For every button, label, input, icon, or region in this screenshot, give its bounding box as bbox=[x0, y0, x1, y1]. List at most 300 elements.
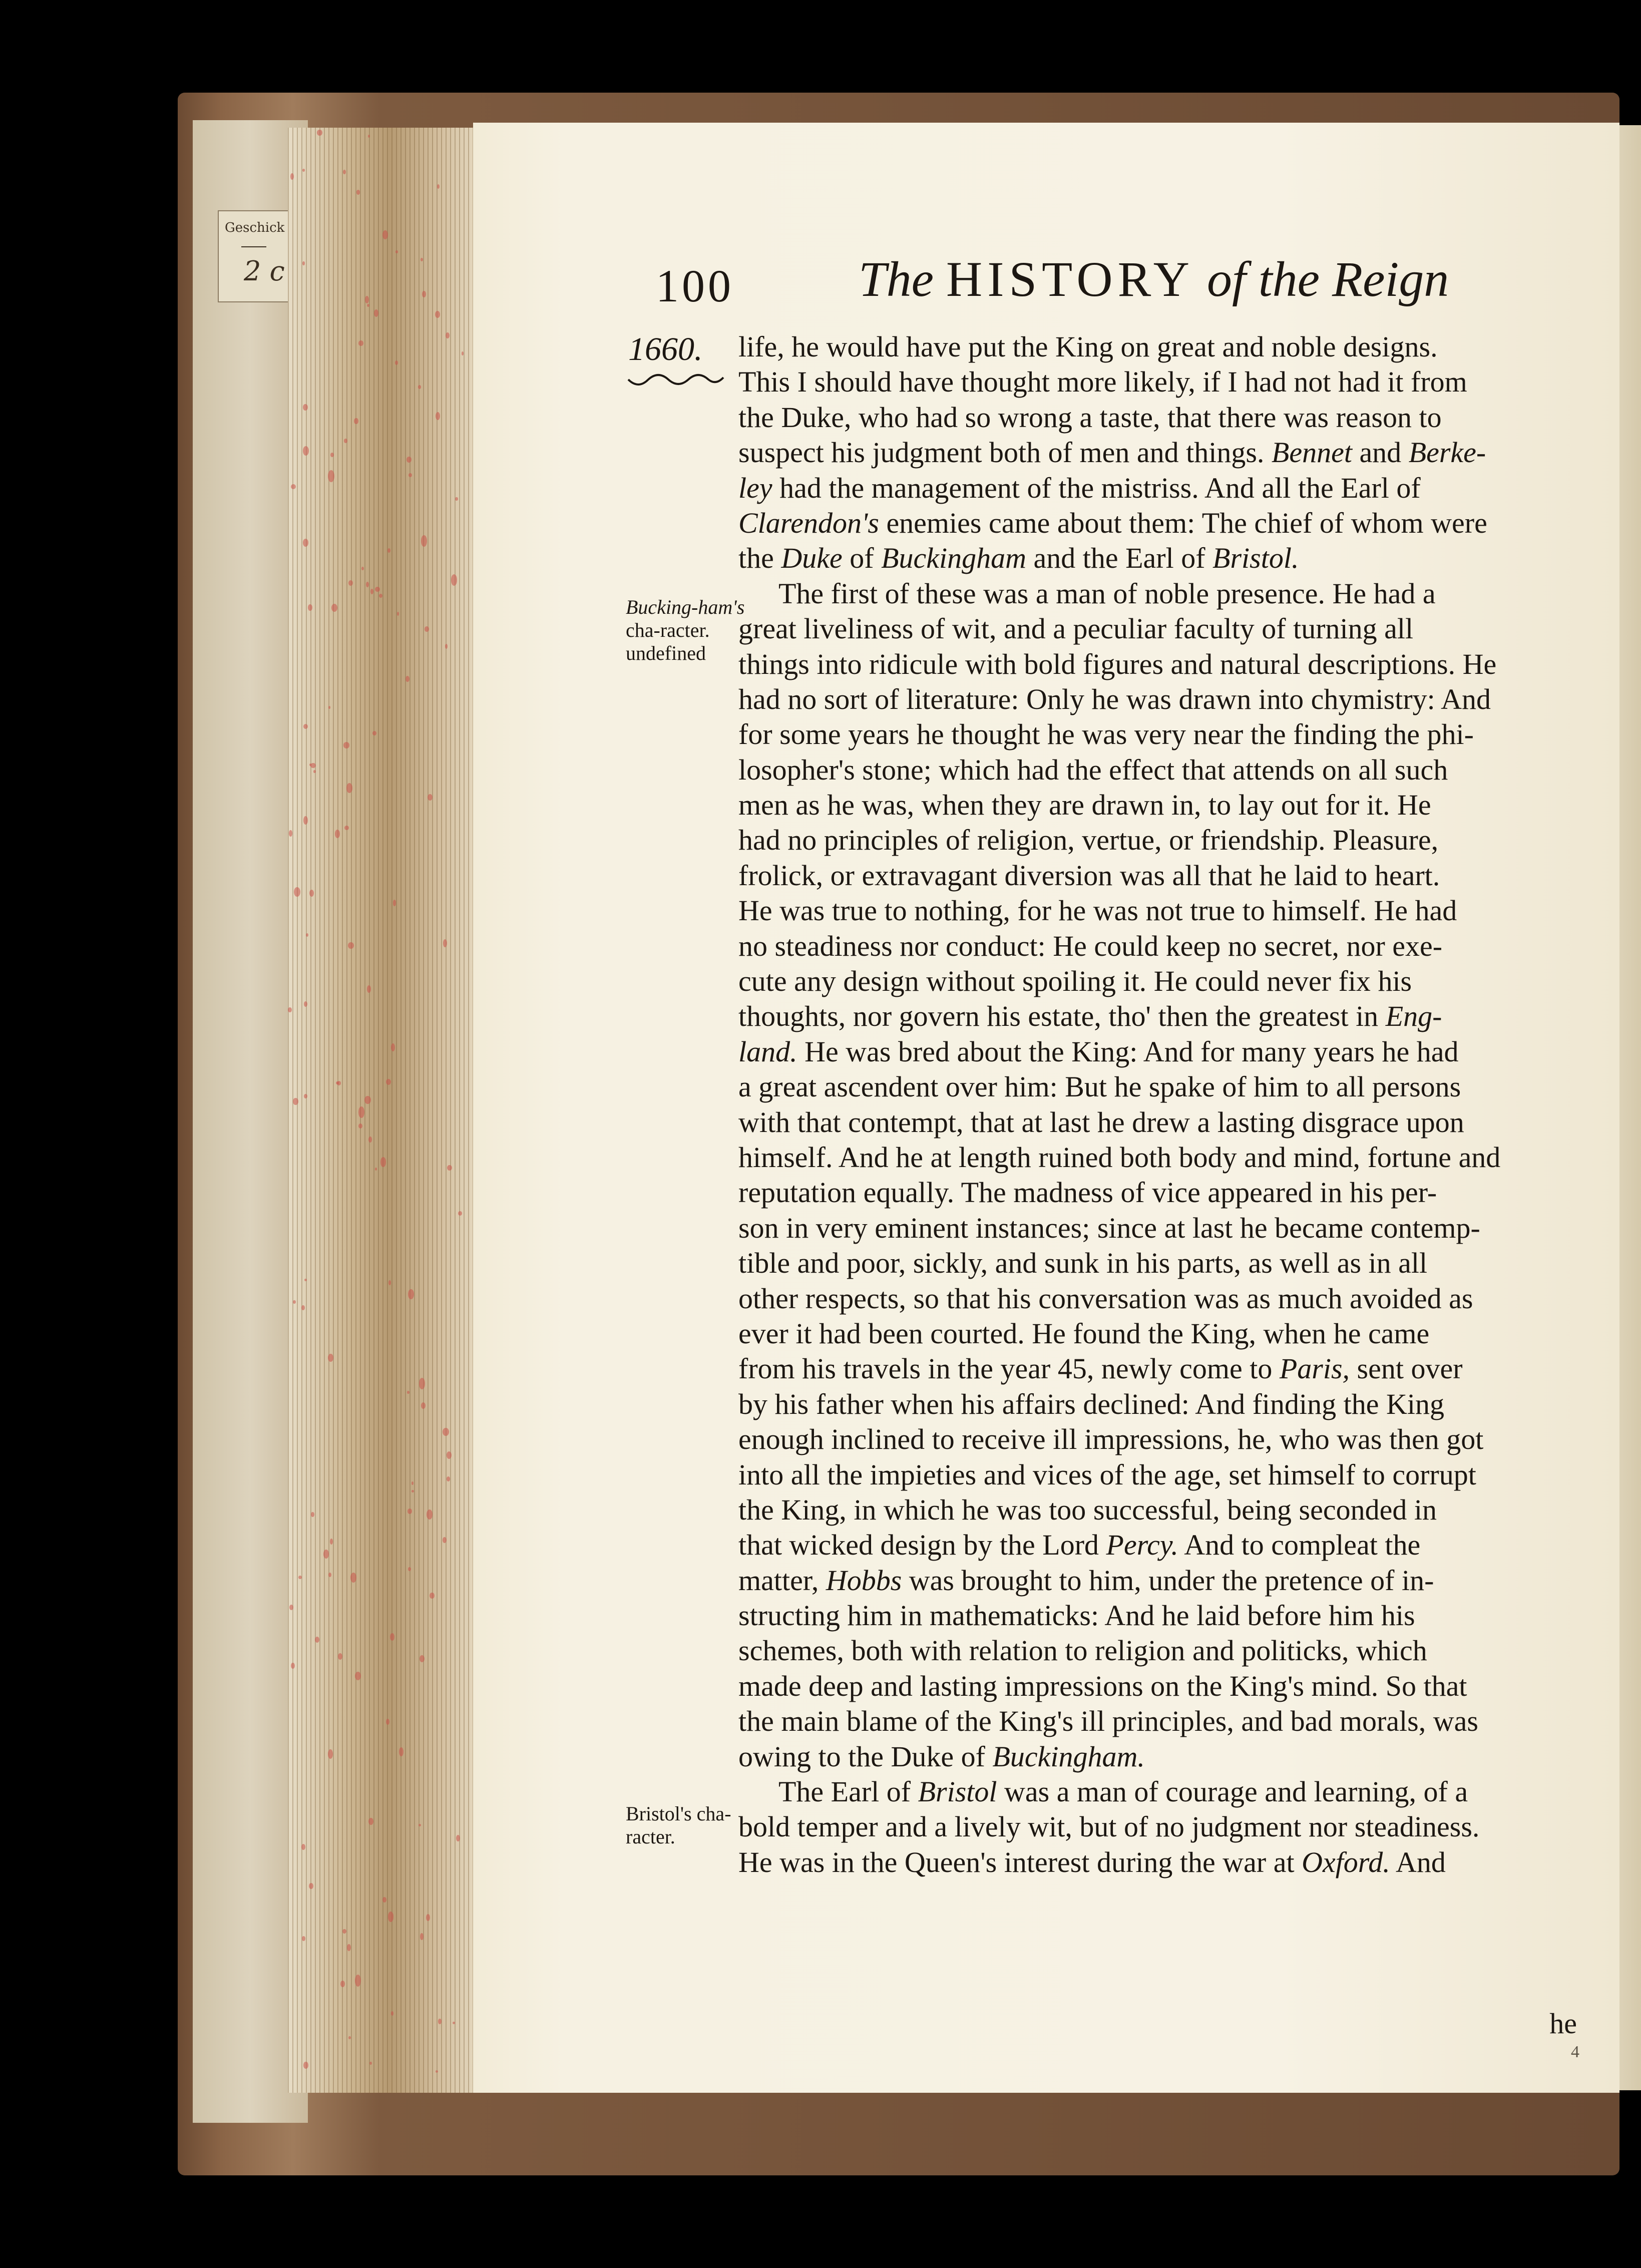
text-word: the bbox=[738, 1705, 774, 1738]
text-word: vices bbox=[1032, 1458, 1093, 1491]
text-word: years bbox=[848, 718, 910, 751]
text-word: to bbox=[1241, 1529, 1264, 1562]
signature-mark: 4 bbox=[1571, 2043, 1579, 2061]
text-word: bred bbox=[898, 1035, 950, 1068]
text-word: man bbox=[1076, 1775, 1127, 1808]
text-word: last bbox=[1049, 1105, 1090, 1139]
text-word: these bbox=[916, 577, 976, 610]
text-word: he bbox=[1091, 682, 1119, 715]
text-word: King, bbox=[1190, 1317, 1257, 1350]
text-word: nor bbox=[900, 929, 939, 962]
text-word: of bbox=[1262, 612, 1286, 645]
running-head-word: HISTORY bbox=[946, 251, 1195, 307]
text-word: bad bbox=[1290, 1705, 1333, 1738]
text-word: lay bbox=[1238, 789, 1274, 822]
text-word: into bbox=[738, 1458, 784, 1491]
edge-speckle bbox=[355, 1975, 361, 1986]
edge-speckle bbox=[386, 1079, 391, 1085]
edge-speckle bbox=[387, 548, 390, 553]
text-word: being bbox=[1227, 1493, 1292, 1526]
text-word: Bristol. bbox=[1212, 542, 1299, 575]
edge-speckle bbox=[375, 1168, 377, 1171]
text-word: turning bbox=[1293, 612, 1377, 645]
text-word: tho' bbox=[1108, 1000, 1151, 1033]
text-word: well bbox=[1280, 1247, 1330, 1280]
text-word: faculty bbox=[1173, 612, 1255, 645]
edge-speckle bbox=[289, 830, 292, 837]
text-word: of bbox=[1113, 577, 1137, 610]
text-word: of bbox=[961, 1740, 985, 1773]
text-word: enough bbox=[738, 1423, 824, 1456]
edge-speckle bbox=[328, 1573, 331, 1577]
text-word: I bbox=[797, 365, 807, 399]
text-word: man bbox=[1056, 577, 1106, 610]
text-word: true bbox=[832, 894, 878, 927]
edge-speckle bbox=[395, 250, 397, 253]
text-word: taste, bbox=[1099, 401, 1160, 434]
text-word: not bbox=[1294, 365, 1331, 399]
text-line bbox=[738, 400, 1579, 435]
text-word: many bbox=[1242, 1035, 1307, 1068]
text-word: the bbox=[738, 542, 774, 575]
edge-speckle bbox=[462, 351, 464, 355]
text-word: of bbox=[1048, 436, 1072, 469]
text-word: parts, bbox=[1177, 1247, 1242, 1280]
text-word: made bbox=[738, 1669, 801, 1702]
edge-speckle bbox=[438, 2019, 441, 2024]
text-line bbox=[738, 1105, 1579, 1140]
text-word: which bbox=[939, 753, 1010, 786]
edge-speckle bbox=[388, 1912, 394, 1922]
text-word: seconded bbox=[1299, 1493, 1407, 1526]
text-word: into bbox=[816, 647, 862, 680]
text-word: was, bbox=[862, 789, 915, 822]
edge-speckle bbox=[395, 360, 398, 365]
edge-speckle bbox=[435, 311, 440, 318]
text-word: vertue, bbox=[1082, 824, 1162, 857]
edge-speckle bbox=[445, 644, 448, 648]
flourish-ornament bbox=[626, 370, 726, 391]
text-line bbox=[738, 1633, 1579, 1668]
text-line bbox=[738, 788, 1579, 823]
edge-speckle bbox=[330, 453, 334, 457]
edge-speckle bbox=[447, 1451, 452, 1459]
text-word: The bbox=[961, 1176, 1006, 1209]
text-word: all bbox=[1358, 753, 1388, 786]
edge-speckle bbox=[390, 1633, 394, 1641]
text-word: govern bbox=[899, 1000, 980, 1033]
text-line bbox=[738, 1528, 1579, 1563]
text-word: nor bbox=[853, 1000, 892, 1033]
text-word: all bbox=[1172, 859, 1201, 892]
text-word: Earl bbox=[1125, 542, 1174, 575]
text-line bbox=[738, 682, 1579, 717]
edge-speckle bbox=[338, 1653, 342, 1660]
text-line bbox=[738, 1845, 1579, 1880]
edge-speckle bbox=[458, 1211, 462, 1216]
text-word: as bbox=[795, 789, 820, 822]
text-word: too bbox=[1049, 1493, 1086, 1526]
text-word: thought bbox=[951, 718, 1040, 751]
text-word: no bbox=[738, 929, 767, 962]
edge-speckle bbox=[302, 1936, 305, 1941]
edge-speckle bbox=[290, 173, 294, 180]
text-word: And bbox=[1204, 471, 1255, 504]
text-word: sunk bbox=[1044, 1247, 1099, 1280]
edge-speckle bbox=[344, 439, 347, 443]
text-word: which bbox=[883, 1493, 955, 1526]
text-word: put bbox=[968, 330, 1006, 363]
text-word: set bbox=[1228, 1458, 1261, 1491]
edge-speckle bbox=[331, 604, 337, 612]
text-word: ill bbox=[1053, 1423, 1077, 1456]
text-word: that bbox=[1208, 859, 1252, 892]
text-word: inclined bbox=[831, 1423, 925, 1456]
text-word: And bbox=[838, 1141, 889, 1174]
edge-speckle bbox=[375, 587, 380, 592]
text-word: at bbox=[1021, 1105, 1043, 1139]
catchword: he bbox=[1549, 2007, 1577, 2040]
text-word: by bbox=[738, 1387, 767, 1420]
text-word: and bbox=[995, 1247, 1037, 1280]
edge-speckle bbox=[330, 1539, 333, 1545]
text-word: finding bbox=[1252, 1387, 1337, 1420]
text-word: for bbox=[738, 718, 772, 751]
text-word: are bbox=[1049, 789, 1084, 822]
edge-speckle bbox=[291, 484, 296, 489]
text-word: And bbox=[1396, 1845, 1446, 1878]
text-word: before bbox=[1247, 1599, 1322, 1632]
edge-speckle bbox=[309, 890, 314, 897]
text-word: land. bbox=[738, 1035, 797, 1068]
text-word: successful, bbox=[1093, 1493, 1220, 1526]
edge-speckle bbox=[408, 1289, 414, 1299]
text-word: on bbox=[1120, 330, 1150, 363]
text-word: He bbox=[738, 894, 772, 927]
text-word: figures bbox=[1082, 647, 1164, 680]
text-word: himself. bbox=[1272, 894, 1367, 927]
text-word: since bbox=[1097, 1211, 1157, 1244]
text-word: equally. bbox=[863, 1176, 955, 1209]
text-word: finding bbox=[1293, 718, 1377, 751]
text-word: over bbox=[1411, 1352, 1463, 1385]
text-word: King, bbox=[781, 1493, 847, 1526]
text-word: very bbox=[1134, 718, 1186, 751]
text-word: over bbox=[945, 1070, 997, 1103]
text-word: all bbox=[1398, 1247, 1428, 1280]
text-word: attends bbox=[1233, 753, 1315, 786]
text-word: corrupt bbox=[1392, 1458, 1476, 1491]
text-word: himself bbox=[1268, 1458, 1356, 1491]
edge-speckle bbox=[382, 1897, 386, 1903]
edge-speckle bbox=[425, 626, 429, 631]
text-word: from bbox=[738, 1352, 795, 1385]
text-word: exe- bbox=[1392, 929, 1443, 962]
text-word: things bbox=[738, 647, 809, 680]
text-word: of bbox=[1370, 1564, 1395, 1597]
text-word: the bbox=[738, 401, 774, 434]
text-word: chief bbox=[1254, 506, 1313, 539]
sidenote-buckingham bbox=[626, 596, 746, 665]
text-word: Duke bbox=[781, 542, 843, 575]
text-word: But bbox=[1065, 1070, 1107, 1103]
text-word: into bbox=[1258, 682, 1304, 715]
edge-speckle bbox=[293, 1300, 296, 1304]
edge-speckle bbox=[358, 340, 363, 345]
edge-speckle bbox=[422, 291, 426, 297]
text-word: all bbox=[1262, 471, 1291, 504]
text-word: extravagant bbox=[862, 859, 997, 892]
text-word: things. bbox=[1186, 436, 1265, 469]
edge-speckle bbox=[366, 582, 369, 587]
text-word: judgment bbox=[872, 436, 982, 469]
text-word: him bbox=[1329, 1599, 1374, 1632]
text-word: but bbox=[1079, 1810, 1117, 1843]
text-word: a bbox=[934, 1810, 948, 1843]
text-word: was bbox=[1119, 859, 1165, 892]
text-word: The bbox=[778, 577, 824, 610]
text-word: religion bbox=[1095, 1634, 1185, 1667]
text-word: about bbox=[1057, 506, 1122, 539]
text-word: had bbox=[1373, 577, 1416, 610]
text-word: The bbox=[1201, 506, 1247, 539]
text-word: I bbox=[1227, 365, 1238, 399]
text-word: ley bbox=[738, 471, 772, 504]
text-word: blame bbox=[846, 1705, 918, 1738]
text-word: had bbox=[1245, 365, 1287, 399]
text-word: the bbox=[1250, 718, 1286, 751]
text-word: he bbox=[1058, 894, 1086, 927]
text-word: of bbox=[1027, 471, 1051, 504]
edge-speckle bbox=[291, 1663, 295, 1669]
text-word: to bbox=[1208, 789, 1232, 822]
text-word: it. bbox=[1366, 789, 1390, 822]
text-word: laid bbox=[1196, 1599, 1241, 1632]
text-word: avoided bbox=[1349, 1282, 1442, 1315]
text-word: to bbox=[1242, 894, 1265, 927]
edge-speckle bbox=[328, 1749, 333, 1759]
text-word: under bbox=[1148, 1564, 1215, 1597]
year-marginal: 1660. bbox=[628, 331, 703, 367]
text-word: had bbox=[1338, 365, 1380, 399]
text-word: the bbox=[958, 1352, 994, 1385]
text-word: ascendent bbox=[824, 1070, 939, 1103]
text-word: became bbox=[1275, 1211, 1364, 1244]
text-word: or bbox=[830, 859, 855, 892]
text-word: and bbox=[1033, 542, 1076, 575]
edge-speckle bbox=[336, 1081, 338, 1084]
edge-speckle bbox=[368, 135, 370, 138]
edge-speckle bbox=[348, 942, 353, 949]
text-word: vice bbox=[1152, 1176, 1200, 1209]
text-word: in bbox=[854, 1493, 877, 1526]
edge-speckle bbox=[367, 985, 371, 993]
text-line bbox=[738, 1387, 1579, 1422]
text-word: the bbox=[1131, 1458, 1167, 1491]
body-text bbox=[738, 329, 1579, 1880]
text-word: would bbox=[826, 330, 899, 363]
text-word: of bbox=[921, 612, 945, 645]
text-word: interest bbox=[1004, 1845, 1090, 1878]
edge-speckle bbox=[348, 2036, 350, 2039]
text-word: was bbox=[1283, 401, 1329, 434]
text-word: the bbox=[1066, 753, 1102, 786]
text-word: was bbox=[1194, 1282, 1240, 1315]
text-word: that bbox=[1167, 401, 1211, 434]
text-word: heart. bbox=[1374, 859, 1440, 892]
text-word: he bbox=[1161, 1599, 1189, 1632]
text-word: He bbox=[1332, 577, 1367, 610]
edge-speckle bbox=[388, 1280, 391, 1285]
text-word: it bbox=[795, 1317, 812, 1350]
text-word: first bbox=[831, 577, 878, 610]
text-word: last bbox=[1192, 1211, 1233, 1244]
text-word: matter, bbox=[738, 1564, 819, 1597]
text-word: his bbox=[1378, 965, 1412, 998]
text-word: him bbox=[847, 1599, 893, 1632]
text-line bbox=[738, 1246, 1579, 1281]
text-word: that bbox=[946, 1282, 990, 1315]
text-word: no bbox=[1227, 929, 1257, 962]
edge-speckle bbox=[303, 2062, 308, 2068]
text-word: whom bbox=[1351, 506, 1424, 539]
edge-speckle bbox=[303, 446, 309, 456]
edge-speckle bbox=[350, 1573, 356, 1583]
text-word: peculiar bbox=[1073, 612, 1167, 645]
text-line bbox=[738, 929, 1579, 964]
text-word: instances; bbox=[975, 1211, 1090, 1244]
text-word: King bbox=[1055, 330, 1114, 363]
text-word: declined: bbox=[1083, 1387, 1189, 1420]
text-word: to bbox=[1362, 1458, 1385, 1491]
text-word: and bbox=[1265, 1775, 1307, 1808]
edge-speckle bbox=[365, 296, 369, 303]
text-word: lively bbox=[954, 1810, 1021, 1843]
text-word: to bbox=[818, 1740, 841, 1773]
edge-speckle bbox=[426, 1914, 430, 1921]
text-word: at bbox=[930, 1141, 952, 1174]
text-word: the bbox=[1384, 718, 1420, 751]
text-word: and bbox=[1458, 1141, 1501, 1174]
text-word: nor bbox=[1346, 929, 1385, 962]
text-word: He bbox=[1053, 929, 1087, 962]
text-word: persons bbox=[1372, 1070, 1461, 1103]
text-word: literature: bbox=[906, 682, 1019, 715]
text-word: of bbox=[1319, 506, 1344, 539]
text-word: in bbox=[900, 1599, 923, 1632]
page-header bbox=[656, 250, 1477, 320]
text-word: of bbox=[945, 824, 970, 857]
edge-speckle bbox=[364, 1096, 371, 1104]
text-word: receive bbox=[962, 1423, 1046, 1456]
edge-speckle bbox=[443, 1537, 447, 1543]
text-word: out bbox=[1281, 789, 1319, 822]
edge-speckle bbox=[420, 1933, 424, 1940]
text-word: his bbox=[1136, 1247, 1170, 1280]
text-word: impieties bbox=[870, 1458, 977, 1491]
text-word: of bbox=[1396, 471, 1421, 504]
text-word: was bbox=[846, 1035, 891, 1068]
edge-speckle bbox=[294, 887, 300, 897]
text-line bbox=[738, 823, 1579, 858]
text-word: the bbox=[862, 1845, 898, 1878]
text-word: him bbox=[1254, 1070, 1299, 1103]
text-word: Earl bbox=[831, 1775, 880, 1808]
text-word: and bbox=[983, 1458, 1026, 1491]
running-head-word: Reign bbox=[1332, 251, 1449, 307]
edge-speckle bbox=[315, 1637, 319, 1643]
text-line bbox=[738, 1669, 1579, 1704]
text-line bbox=[738, 752, 1579, 788]
text-word: got bbox=[1446, 1423, 1484, 1456]
text-word: wit, bbox=[1028, 1810, 1072, 1843]
edge-speckle bbox=[446, 332, 450, 339]
text-word: life, bbox=[738, 330, 784, 363]
text-word: courage bbox=[1165, 1775, 1258, 1808]
text-line bbox=[738, 893, 1579, 928]
text-word: contempt, bbox=[848, 1105, 964, 1139]
text-word: in bbox=[1414, 1493, 1437, 1526]
text-line bbox=[738, 1704, 1579, 1739]
text-word: sort bbox=[824, 682, 868, 715]
running-head-word: the bbox=[1258, 251, 1320, 307]
text-word: both bbox=[1119, 1141, 1172, 1174]
sidenote-line: Bucking-ham's bbox=[626, 596, 745, 618]
edge-speckle bbox=[421, 1402, 426, 1409]
edge-speckle bbox=[393, 900, 396, 906]
text-line bbox=[738, 1563, 1579, 1598]
text-word: as bbox=[1248, 1247, 1273, 1280]
edge-speckle bbox=[361, 567, 364, 570]
text-word: King bbox=[1386, 1387, 1445, 1420]
text-word: religion, bbox=[977, 824, 1075, 857]
text-word: structing bbox=[738, 1599, 840, 1632]
text-word: Clarendon's bbox=[738, 506, 879, 539]
text-word: which bbox=[1356, 1634, 1427, 1667]
text-word: for bbox=[1200, 1035, 1235, 1068]
text-word: him: bbox=[1004, 1070, 1058, 1103]
text-word: secret, bbox=[1264, 929, 1339, 962]
text-word: the bbox=[1221, 1564, 1258, 1597]
text-word: courted. bbox=[930, 1317, 1025, 1350]
edge-speckle bbox=[419, 1824, 421, 1826]
text-word: that bbox=[797, 1105, 841, 1139]
edge-speckle bbox=[380, 1157, 386, 1167]
text-word: the bbox=[999, 1529, 1035, 1562]
text-word: he bbox=[1097, 1105, 1125, 1139]
text-word: disgrace bbox=[1302, 1105, 1399, 1139]
text-word: and bbox=[871, 1669, 913, 1702]
text-word: some bbox=[779, 718, 841, 751]
text-word: that bbox=[1181, 753, 1225, 786]
edge-speckle bbox=[443, 1428, 449, 1436]
text-word: Buckingham bbox=[881, 542, 1026, 575]
text-word: when bbox=[1263, 1317, 1327, 1350]
text-word: his bbox=[802, 1352, 836, 1385]
sidenote-line: cha-racter. undefined bbox=[626, 619, 710, 664]
text-word: pretence bbox=[1265, 1564, 1363, 1597]
text-word: when bbox=[891, 1387, 954, 1420]
text-word: he bbox=[827, 789, 855, 822]
edge-speckle bbox=[447, 1165, 452, 1171]
edge-speckle bbox=[328, 470, 334, 482]
text-word: mathematicks: bbox=[929, 1599, 1099, 1632]
text-line bbox=[738, 964, 1579, 999]
text-word: the bbox=[1343, 1387, 1379, 1420]
text-word: madness bbox=[1013, 1176, 1113, 1209]
text-word: he bbox=[1259, 859, 1287, 892]
text-word: compleat bbox=[1271, 1529, 1378, 1562]
